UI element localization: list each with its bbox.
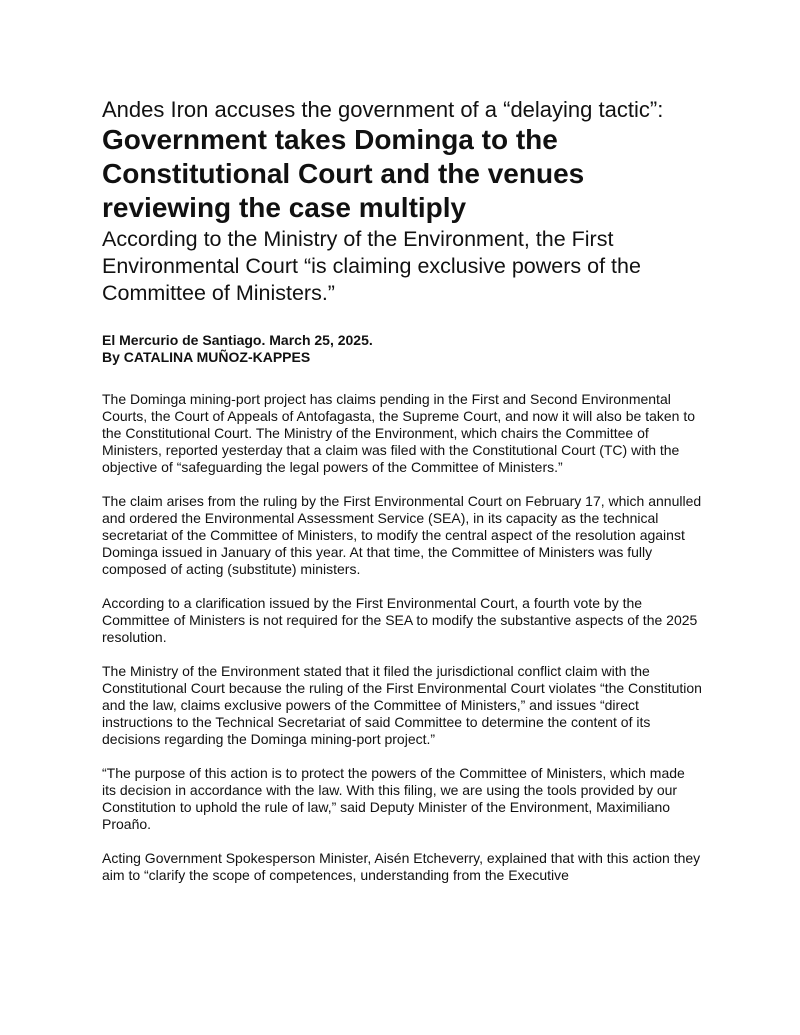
article-kicker: Andes Iron accuses the government of a “delaying tactic”:	[102, 97, 664, 122]
body-paragraph: Acting Government Spokesperson Minister, Aisén Etcheverry, explained that with this action they aim to “clarify the scope of competences, understanding from the Executive	[102, 850, 701, 883]
author-line: By CATALINA MUÑOZ-KAPPES	[102, 349, 311, 365]
body-paragraph: The claim arises from the ruling by the First Environmental Court on February 17, which annulled and ordered the Environmental Assessment Service (SEA), in its capacity as the technical secretariat of the Committee of Ministers, to modify the central aspect of the resolution against Dominga issued in January of this year. At that time, the Committee of Ministers was fully composed of acting (substitute) ministers.	[102, 493, 702, 577]
source-line: El Mercurio de Santiago. March 25, 2025.	[102, 332, 373, 348]
article-subheadline: According to the Ministry of the Environment, the First Environmental Court “is claiming exclusive powers of the Committee of Ministers.”	[102, 227, 641, 305]
body-paragraph: The Ministry of the Environment stated that it filed the jurisdictional conflict claim with the Constitutional Court because the ruling of the First Environmental Court violates “the Constitution and the law, claims exclusive powers of the Committee of Ministers,” and issues “direct instructions to the Technical Secretariat of said Committee to determine the content of its decisions regarding the Dominga mining-port project.”	[102, 663, 702, 747]
byline	[102, 332, 702, 366]
article	[102, 96, 702, 901]
article-headline: Government takes Dominga to the Constitutional Court and the venues reviewing the case multiply	[102, 124, 585, 223]
body-paragraph: The Dominga mining-port project has claims pending in the First and Second Environmental Courts, the Court of Appeals of Antofagasta, the Supreme Court, and now it will also be taken to the Constitutional Court. The Ministry of the Environment, which chairs the Committee of Ministers, reported yesterday that a claim was filed with the Constitutional Court (TC) with the objective of “safeguarding the legal powers of the Committee of Ministers.”	[102, 391, 696, 475]
body-paragraph: “The purpose of this action is to protect the powers of the Committee of Ministers, which made its decision in accordance with the law. With this filing, we are using the tools provided by our Constitution to uphold the rule of law,” said Deputy Minister of the Environment, Maximiliano Proaño.	[102, 765, 685, 832]
body-paragraph: According to a clarification issued by the First Environmental Court, a fourth vote by the Committee of Ministers is not required for the SEA to modify the substantive aspects of the 2025 resolution.	[102, 595, 698, 645]
article-body	[102, 391, 702, 884]
